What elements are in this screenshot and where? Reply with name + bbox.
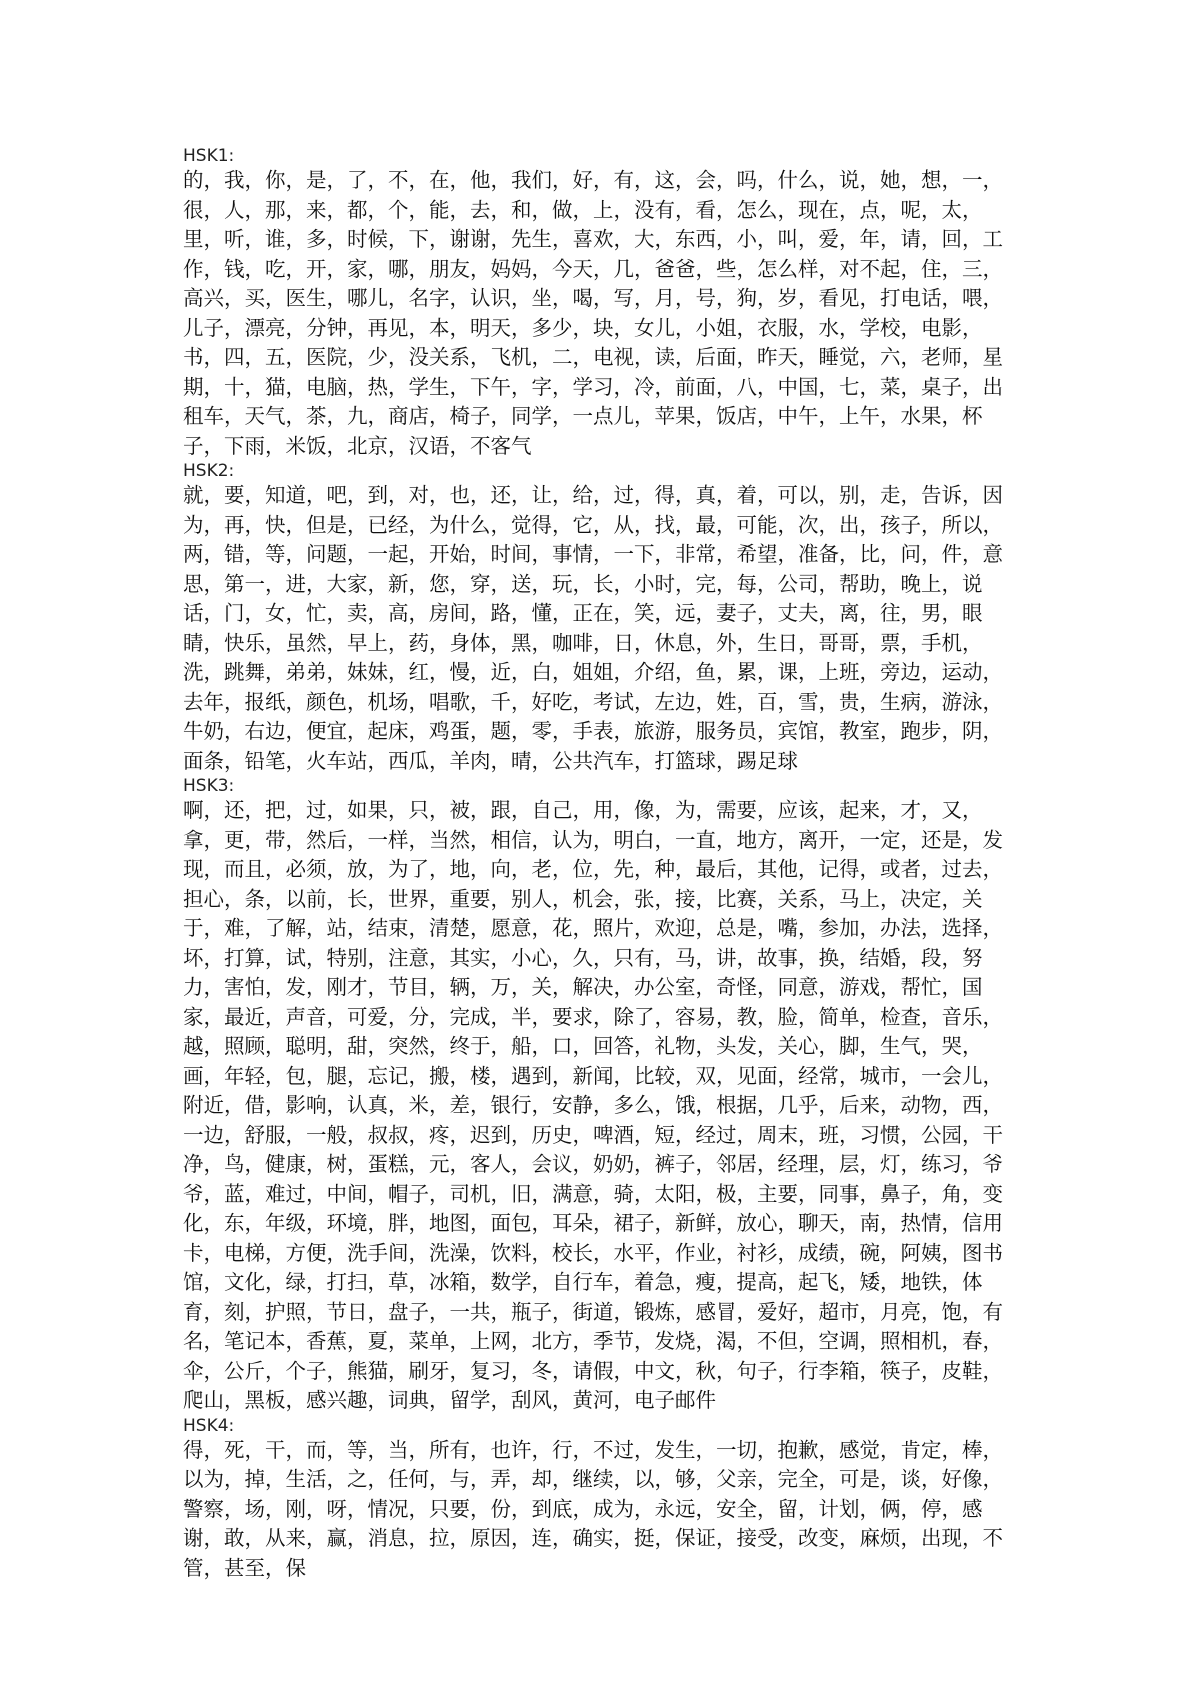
section-heading-hsk2: HSK2: [183, 461, 235, 481]
word-list-hsk2: 就，要，知道，吧，到，对，也，还，让，给，过，得，真，着，可以，别，走，告诉，因为，再，快，但是，已经，为什么，觉得，它，从，找，最，可能，次，出，孩子，所以，两，错，等，问题，一起，开始，时间，事情，一下，非常，希望，准备，比，问，件，意思，第一，进，大家，新，您，穿，送，玩，长，小时，完，每，公司，帮助，晚上，说话，门，女，忙，卖，高，房间，路，懂，正在，笑，远，妻子，丈夫，离，往，男，眼睛，快乐，虽然，早上，药，身体，黑，咖啡，日，休息，外，生日，哥哥，票，手机，洗，跳舞，弟弟，妹妹，红，慢，近，白，姐姐，介绍，鱼，累，课，上班，旁边，运动，去年，报纸，颜色，机场，唱歌，千，好吃，考试，左边，姓，百，雪，贵，生病，游泳，牛奶，右边，便宜，起床，鸡蛋，题，零，手表，旅游，服务员，宾馆，教室，跑步，阴，面条，铅笔，火车站，西瓜，羊肉，晴，公共汽车，打篮球，踢足球 [183, 483, 1003, 773]
word-list-hsk3: 啊，还，把，过，如果，只，被，跟，自己，用，像，为，需要，应该，起来，才，又，拿，更，带，然后，一样，当然，相信，认为，明白，一直，地方，离开，一定，还是，发现，而且，必须，放，为了，地，向，老，位，先，种，最后，其他，记得，或者，过去，担心，条，以前，长，世界，重要，别人，机会，张，接，比赛，关系，马上，决定，关于，难，了解，站，结束，清楚，愿意，花，照片，欢迎，总是，嘴，参加，办法，选择，坏，打算，试，特别，注意，其实，小心，久，只有，马，讲，故事，换，结婚，段，努力，害怕，发，刚才，节目，辆，万，关，解决，办公室，奇怪，同意，游戏，帮忙，国家，最近，声音，可爱，分，完成，半，要求，除了，容易，教，脸，简单，检查，音乐，越，照顾，聪明，甜，突然，终于，船，口，回答，礼物，头发，关心，脚，生气，哭，画，年轻，包，腿，忘记，搬，楼，遇到，新闻，比较，双，见面，经常，城市，一会儿，附近，借，影响，认真，米，差，银行，安静，多么，饿，根据，几乎，后来，动物，西，一边，舒服，一般，叔叔，疼，迟到，历史，啤酒，短，经过，周末，班，习惯，公园，干净，鸟，健康，树，蛋糕，元，客人，会议，奶奶，裤子，邻居，经理，层，灯，练习，爷爷，蓝，难过，中间，帽子，司机，旧，满意，骑，太阳，极，主要，同事，鼻子，角，变化，东，年级，环境，胖，地图，面包，耳朵，裙子，新鲜，放心，聊天，南，热情，信用卡，电梯，方便，洗手间，洗澡，饮料，校长，水平，作业，衬衫，成绩，碗，阿姨，图书馆，文化，绿，打扫，草，冰箱，数学，自行车，着急，瘦，提高，起飞，矮，地铁，体育，刻，护照，节日，盘子，一共，瓶子，街道，锻炼，感冒，爱好，超市，月亮，饱，有名，笔记本，香蕉，夏，菜单，上网，北方，季节，发烧，渴，不但，空调，照相机，春，伞，公斤，个子，熊猫，刷牙，复习，冬，请假，中文，秋，句子，行李箱，筷子，皮鞋，爬山，黑板，感兴趣，词典，留学，刮风，黄河，电子邮件 [183, 798, 1003, 1412]
section-heading-hsk1: HSK1: [183, 146, 235, 166]
section-heading-hsk4: HSK4: [183, 1415, 235, 1436]
section-heading-hsk3: HSK3: [183, 776, 235, 796]
word-list-hsk1: 的，我，你，是，了，不，在，他，我们，好，有，这，会，吗，什么，说，她，想，一，很，人，那，来，都，个，能，去，和，做，上，没有，看，怎么，现在，点，呢，太，里，听，谁，多，时候，下，谢谢，先生，喜欢，大，东西，小，叫，爱，年，请，回，工作，钱，吃，开，家，哪，朋友，妈妈，今天，几，爸爸，些，怎么样，对不起，住，三，高兴，买，医生，哪儿，名字，认识，坐，喝，写，月，号，狗，岁，看见，打电话，喂，儿子，漂亮，分钟，再见，本，明天，多少，块，女儿，小姐，衣服，水，学校，电影，书，四，五，医院，少，没关系，飞机，二，电视，读，后面，昨天，睡觉，六，老师，星期，十，猫，电脑，热，学生，下午，字，学习，冷，前面，八，中国，七，菜，桌子，出租车，天气，茶，九，商店，椅子，同学，一点儿，苹果，饭店，中午，上午，水果，杯子，下雨，米饭，北京，汉语，不客气 [183, 168, 1003, 458]
word-list-hsk4: 得，死，干，而，等，当，所有，也许，行，不过，发生，一切，抱歉，感觉，肯定，棒，以为，掉，生活，之，任何，与，弄，却，继续，以，够，父亲，完全，可是，谈，好像，警察，场，刚，呀，情况，只要，份，到底，成为，永远，安全，留，计划，俩，停，感谢，敢，从来，赢，消息，拉，原因，连，确实，挺，保证，接受，改变，麻烦，出现，不管，甚至，保 [183, 1437, 1003, 1580]
document-page [183, 146, 1023, 1583]
